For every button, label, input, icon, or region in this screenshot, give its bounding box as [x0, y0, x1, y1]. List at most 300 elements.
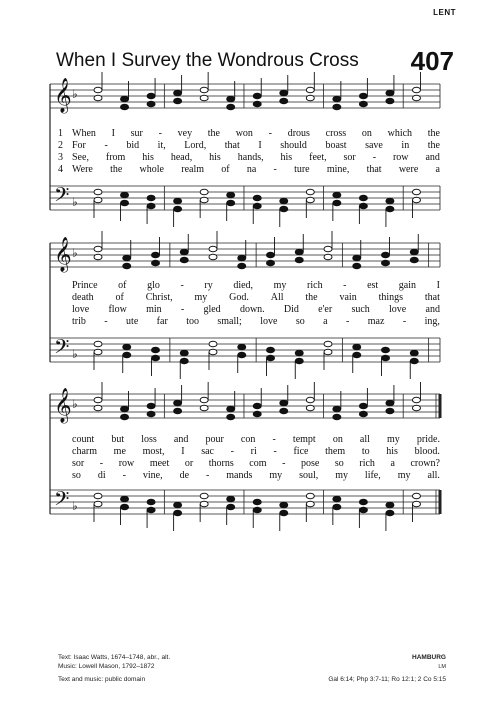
lyric-syllable: mands	[226, 470, 253, 481]
lyric-syllable: too	[186, 316, 199, 327]
lyric-syllable: the	[427, 128, 440, 139]
note-head	[412, 405, 420, 411]
lyric-syllable: e'er	[318, 304, 333, 315]
lyric-syllable: vine,	[142, 470, 163, 481]
tune-name: HAMBURG	[412, 654, 446, 661]
note-head	[227, 200, 235, 206]
season-label: LENT	[433, 8, 456, 17]
lyric-syllable: it,	[157, 140, 166, 151]
lyric-syllable: of	[118, 280, 127, 291]
lyric-syllable: the	[110, 164, 123, 175]
note-head	[94, 246, 102, 252]
lyric-syllable: love	[389, 304, 407, 315]
note-head	[324, 254, 332, 260]
note-head	[152, 252, 160, 258]
note-head	[238, 352, 246, 358]
lyric-syllable: Did	[283, 304, 299, 315]
lyric-syllable: flow	[108, 304, 127, 315]
lyric-syllable: my	[273, 280, 287, 291]
note-head	[94, 493, 102, 499]
note-head	[386, 90, 394, 96]
lyric-syllable: na	[246, 164, 257, 175]
lyric-syllable: the	[427, 140, 440, 151]
note-head	[200, 189, 208, 195]
lyric-syllable: count	[72, 434, 95, 445]
note-head	[382, 260, 390, 266]
lyric-syllable: -	[268, 128, 272, 139]
note-head	[200, 87, 208, 93]
lyric-syllable: I	[111, 128, 115, 139]
note-head	[209, 254, 217, 260]
note-head	[280, 98, 288, 104]
lyric-syllable: down.	[239, 304, 265, 315]
note-head	[324, 341, 332, 347]
bass-clef-icon: 𝄢	[54, 183, 70, 211]
lyric-syllable: For	[72, 140, 86, 151]
treble-clef-icon: 𝄞	[54, 237, 72, 272]
note-head	[200, 493, 208, 499]
note-head	[253, 403, 261, 409]
note-head	[359, 195, 367, 201]
note-head	[382, 347, 390, 353]
lyric-syllable: from	[105, 152, 126, 163]
note-head	[200, 397, 208, 403]
lyric-syllable: -	[273, 164, 277, 175]
lyric-syllable: were	[398, 164, 419, 175]
note-head	[174, 98, 182, 104]
lyric-syllable: -	[273, 446, 277, 457]
note-head	[209, 246, 217, 252]
note-head	[412, 87, 420, 93]
lyric-syllable: my	[397, 470, 411, 481]
lyric-syllable: -	[122, 470, 126, 481]
note-head	[412, 493, 420, 499]
note-head	[200, 95, 208, 101]
lyric-syllable: life,	[364, 470, 381, 481]
lyric-syllable: soul,	[299, 470, 319, 481]
note-head	[147, 93, 155, 99]
note-head	[306, 397, 314, 403]
lyric-syllable: of	[221, 164, 230, 175]
note-head	[333, 200, 341, 206]
note-head	[94, 254, 102, 260]
lyric-syllable: -	[372, 152, 377, 163]
lyric-line	[72, 280, 440, 291]
note-head	[94, 501, 102, 507]
lyric-syllable: All	[270, 292, 284, 303]
lyric-syllable: won	[235, 128, 253, 139]
note-head	[353, 344, 361, 350]
lyric-syllable: all	[359, 434, 370, 445]
note-head	[353, 263, 361, 269]
lyric-syllable: sac	[201, 446, 214, 457]
note-head	[147, 507, 155, 513]
note-head	[238, 344, 246, 350]
lyric-syllable: a	[323, 316, 328, 327]
lyric-syllable: in	[401, 140, 410, 151]
bass-clef-icon: 𝄢	[54, 487, 70, 515]
flat-icon: ♭	[72, 246, 78, 260]
note-head	[227, 414, 235, 420]
lyric-syllable: tempt	[292, 434, 316, 445]
lyric-syllable: I	[181, 446, 185, 457]
note-head	[147, 101, 155, 107]
lyric-syllable: trib	[72, 316, 86, 327]
lyric-syllable: and	[173, 434, 189, 445]
note-head	[280, 502, 288, 508]
lyric-syllable: his	[386, 446, 398, 457]
note-head	[123, 263, 131, 269]
note-head	[94, 349, 102, 355]
lyric-syllable: hands,	[237, 152, 264, 163]
note-head	[280, 198, 288, 204]
note-head	[410, 358, 418, 364]
note-head	[94, 405, 102, 411]
lyric-syllable: rich	[307, 280, 323, 291]
meter: LM	[438, 664, 446, 670]
note-head	[121, 504, 129, 510]
note-head	[280, 400, 288, 406]
lyric-syllable: pour	[205, 434, 224, 445]
note-head	[295, 350, 303, 356]
lyric-syllable: love	[72, 304, 90, 315]
flat-icon: ♭	[72, 87, 78, 101]
stanza-number: 3	[58, 152, 63, 163]
lyric-syllable: sur	[130, 128, 143, 139]
lyric-syllable: -	[343, 280, 347, 291]
lyric-syllable: I	[436, 280, 440, 291]
flat-icon: ♭	[72, 347, 78, 361]
lyric-syllable: -	[180, 304, 185, 315]
note-head	[200, 197, 208, 203]
lyric-syllable: realm	[181, 164, 204, 175]
stanza-number: 1	[58, 128, 63, 139]
treble-clef-icon: 𝄞	[54, 78, 72, 113]
note-head	[359, 93, 367, 99]
note-head	[412, 501, 420, 507]
note-head	[267, 252, 275, 258]
lyric-syllable: sor	[343, 152, 356, 163]
lyric-syllable: charm	[72, 446, 97, 457]
note-head	[386, 510, 394, 516]
note-head	[123, 352, 131, 358]
lyric-line	[72, 292, 440, 303]
lyric-syllable: -	[272, 434, 276, 445]
flat-icon: ♭	[72, 499, 78, 513]
lyric-syllable: gled	[203, 304, 221, 315]
note-head	[412, 189, 420, 195]
note-head	[280, 90, 288, 96]
lyric-syllable: bid	[126, 140, 140, 151]
note-head	[227, 104, 235, 110]
lyric-syllable: and	[425, 152, 440, 163]
lyric-syllable: drous	[287, 128, 310, 139]
note-head	[174, 198, 182, 204]
lyric-syllable: ing,	[424, 316, 440, 327]
note-head	[253, 499, 261, 505]
note-head	[227, 406, 235, 412]
lyric-syllable: Lord,	[184, 140, 207, 151]
lyric-line	[58, 152, 440, 163]
note-head	[333, 406, 341, 412]
lyric-syllable: -	[230, 446, 234, 457]
flat-icon: ♭	[72, 397, 78, 411]
lyric-syllable: pose	[300, 458, 320, 469]
lyric-syllable: my	[335, 470, 348, 481]
lyric-syllable: such	[351, 304, 370, 315]
flat-icon: ♭	[72, 195, 78, 209]
hymn-number: 407	[410, 46, 454, 76]
lyric-syllable: his	[209, 152, 221, 163]
lyric-syllable: the	[305, 292, 318, 303]
note-head	[121, 496, 129, 502]
note-head	[306, 189, 314, 195]
note-head	[359, 411, 367, 417]
lyric-syllable: -	[99, 458, 104, 469]
note-head	[353, 352, 361, 358]
note-head	[180, 350, 188, 356]
note-head	[280, 408, 288, 414]
lyric-syllable: row	[118, 458, 135, 469]
note-head	[94, 341, 102, 347]
lyric-syllable: est	[367, 280, 379, 291]
note-head	[200, 405, 208, 411]
note-head	[412, 397, 420, 403]
lyric-line	[72, 316, 440, 327]
note-head	[382, 355, 390, 361]
lyric-syllable: boast	[325, 140, 347, 151]
lyric-syllable: mine,	[326, 164, 350, 175]
lyric-syllable: died,	[233, 280, 254, 291]
note-head	[227, 504, 235, 510]
note-head	[227, 96, 235, 102]
note-head	[359, 507, 367, 513]
note-head	[359, 101, 367, 107]
lyric-syllable: cross	[325, 128, 347, 139]
note-head	[94, 197, 102, 203]
lyric-syllable: that	[366, 164, 382, 175]
note-head	[253, 93, 261, 99]
lyric-syllable: far	[156, 316, 168, 327]
lyric-syllable: to	[361, 446, 370, 457]
note-head	[238, 255, 246, 261]
lyric-syllable: thorns	[208, 458, 234, 469]
lyric-syllable: on	[361, 128, 372, 139]
lyric-syllable: my	[387, 434, 400, 445]
note-head	[412, 197, 420, 203]
lyric-syllable: so	[295, 316, 305, 327]
lyric-line	[72, 434, 440, 445]
note-head	[295, 358, 303, 364]
lyric-syllable: -	[402, 316, 407, 327]
lyric-syllable: I	[258, 140, 262, 151]
lyric-line	[58, 140, 440, 151]
lyric-line	[72, 446, 440, 457]
note-head	[180, 249, 188, 255]
lyric-syllable: that	[424, 292, 440, 303]
lyric-syllable: which	[387, 128, 413, 139]
note-head	[174, 502, 182, 508]
note-head	[123, 255, 131, 261]
lyric-syllable: de	[179, 470, 190, 481]
lyric-syllable: pride.	[416, 434, 440, 445]
note-head	[386, 400, 394, 406]
lyric-syllable: my	[194, 292, 208, 303]
lyric-syllable: blood.	[414, 446, 440, 457]
note-head	[147, 499, 155, 505]
note-head	[147, 403, 155, 409]
lyric-syllable: maz	[367, 316, 385, 327]
lyric-syllable: God.	[229, 292, 249, 303]
lyric-syllable: -	[104, 140, 108, 151]
note-head	[386, 206, 394, 212]
note-head	[147, 411, 155, 417]
note-head	[121, 414, 129, 420]
lyric-syllable: ture	[294, 164, 310, 175]
lyric-line	[72, 304, 440, 315]
note-head	[359, 403, 367, 409]
note-head	[359, 499, 367, 505]
note-head	[386, 198, 394, 204]
lyric-syllable: his	[280, 152, 293, 163]
lyric-syllable: fice	[293, 446, 309, 457]
lyric-line	[58, 164, 440, 175]
lyric-syllable: Prince	[72, 280, 98, 291]
lyric-syllable: row	[392, 152, 409, 163]
note-head	[306, 493, 314, 499]
lyric-syllable: and	[425, 304, 440, 315]
lyric-syllable: When	[72, 128, 96, 139]
note-head	[180, 257, 188, 263]
lyric-syllable: loss	[141, 434, 157, 445]
lyric-syllable: but	[111, 434, 125, 445]
lyric-syllable: com	[249, 458, 267, 469]
note-head	[174, 408, 182, 414]
note-head	[253, 411, 261, 417]
note-head	[280, 510, 288, 516]
note-head	[306, 87, 314, 93]
lyric-syllable: most,	[142, 446, 165, 457]
lyric-syllable: min	[146, 304, 162, 315]
lyric-syllable: -	[158, 128, 162, 139]
note-head	[267, 260, 275, 266]
lyric-line	[72, 470, 440, 481]
note-head	[333, 96, 341, 102]
lyric-syllable: -	[180, 280, 184, 291]
lyric-syllable: love	[260, 316, 278, 327]
note-head	[410, 249, 418, 255]
note-head	[174, 510, 182, 516]
note-head	[180, 358, 188, 364]
note-head	[333, 104, 341, 110]
lyric-syllable: See,	[72, 152, 89, 163]
lyric-line	[72, 458, 440, 469]
note-head	[174, 400, 182, 406]
lyric-syllable: -	[104, 316, 108, 327]
lyric-syllable: things	[378, 292, 404, 303]
note-head	[280, 206, 288, 212]
lyric-syllable: Christ,	[145, 292, 173, 303]
note-head	[267, 355, 275, 361]
note-head	[123, 344, 131, 350]
note-head	[227, 496, 235, 502]
note-head	[306, 501, 314, 507]
lyric-syllable: head,	[170, 152, 193, 163]
stanza-number: 4	[58, 164, 63, 175]
note-head	[353, 255, 361, 261]
note-head	[121, 96, 129, 102]
lyric-syllable: small;	[217, 316, 242, 327]
note-head	[94, 189, 102, 195]
lyric-syllable: feet,	[309, 152, 327, 163]
lyric-syllable: ute	[126, 316, 139, 327]
lyric-syllable: save	[365, 140, 383, 151]
bass-clef-icon: 𝄢	[54, 335, 70, 363]
note-head	[227, 192, 235, 198]
lyric-syllable: on	[332, 434, 343, 445]
lyric-syllable: them	[325, 446, 346, 457]
stanza-number: 2	[58, 140, 63, 151]
lyric-syllable: meet	[149, 458, 170, 469]
note-head	[152, 355, 160, 361]
lyric-syllable: -	[282, 458, 286, 469]
note-head	[121, 200, 129, 206]
note-head	[238, 263, 246, 269]
treble-clef-icon: 𝄞	[54, 388, 72, 423]
note-head	[333, 192, 341, 198]
lyric-syllable: or	[184, 458, 194, 469]
lyric-syllable: the	[207, 128, 220, 139]
note-head	[295, 257, 303, 263]
note-head	[359, 203, 367, 209]
lyric-syllable: vey	[177, 128, 193, 139]
note-head	[333, 496, 341, 502]
lyric-syllable: so	[334, 458, 344, 469]
lyric-line	[58, 128, 440, 139]
note-head	[147, 195, 155, 201]
lyric-syllable: Were	[72, 164, 93, 175]
lyric-syllable: ri	[250, 446, 257, 457]
lyric-syllable: con	[240, 434, 256, 445]
note-head	[253, 203, 261, 209]
note-head	[147, 203, 155, 209]
note-head	[209, 341, 217, 347]
lyric-syllable: -	[346, 316, 350, 327]
note-head	[94, 95, 102, 101]
lyric-syllable: -	[205, 470, 210, 481]
note-head	[200, 501, 208, 507]
lyric-syllable: di	[97, 470, 106, 481]
lyric-syllable: rich	[359, 458, 375, 469]
note-head	[121, 104, 129, 110]
lyric-syllable: a	[435, 164, 440, 175]
note-head	[295, 249, 303, 255]
lyric-syllable: my	[269, 470, 283, 481]
note-head	[386, 408, 394, 414]
note-head	[306, 95, 314, 101]
note-head	[253, 195, 261, 201]
lyric-syllable: vain	[339, 292, 357, 303]
text-credit: Text: Isaac Watts, 1674–1748, abr., alt.	[58, 654, 171, 661]
lyric-syllable: his	[142, 152, 154, 163]
note-head	[386, 502, 394, 508]
note-head	[253, 101, 261, 107]
note-head	[94, 397, 102, 403]
lyric-syllable: should	[280, 140, 307, 151]
lyric-syllable: so	[72, 470, 81, 481]
note-head	[386, 98, 394, 104]
lyric-syllable: of	[115, 292, 124, 303]
